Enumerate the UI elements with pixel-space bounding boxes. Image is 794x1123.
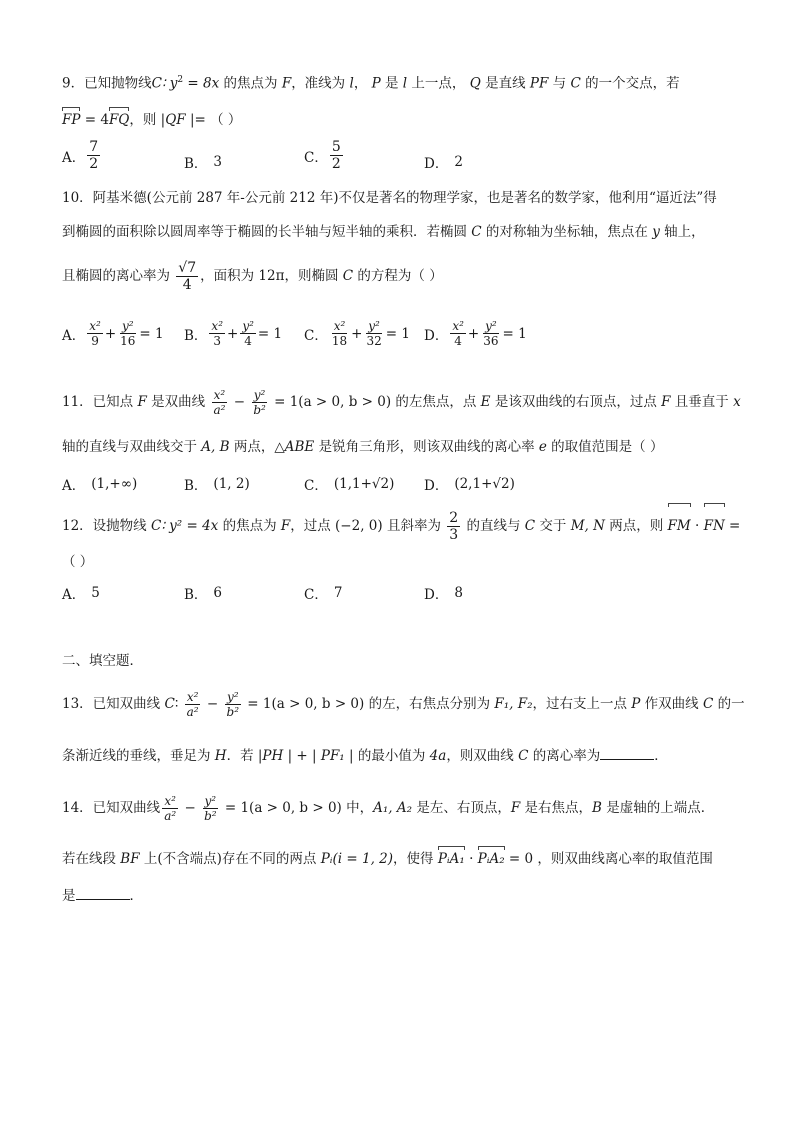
q12-option-c[interactable]: C． 7 <box>304 585 343 603</box>
vector-pia2: PᵢA₂ <box>477 851 505 867</box>
q11-line1: 11．已知点 F 是双曲线 $\frac{\text{x²}}{\text{a²}}$ − $\frac{\text{y²}}{\text{b²}}$ = 1(a > 0, b > 0) 的左焦点，点 E 是该双曲线的右顶点，过点 F 且垂直于 x <box>62 388 741 417</box>
q10-line3: 且椭圆的离心率为 $\frac{√7}{4}$ ，面积为 12π，则椭圆 C 的方程为（ ） <box>62 260 443 293</box>
q9-line2: FP = 4FQ，则 |QF |= （ ） <box>62 112 242 128</box>
q12-line1: 12．设抛物线 C∶ y² = 4x 的焦点为 F，过点 (−2, 0) 且斜率为 $\frac{2}{3}$ 的直线与 C 交于 M, N 两点，则 FM · FN = <box>62 506 732 546</box>
q9-option-d[interactable]: D． 2 <box>424 154 463 172</box>
vector-pia1: PᵢA₁ <box>437 851 465 867</box>
q14-line1: 14．已知双曲线 $\frac{\text{x²}}{\text{a²}}$ − $\frac{\text{y²}}{\text{b²}}$ = 1(a > 0, b > 0) 中，A₁, A₂ 是左、右顶点，F 是右焦点，B 是虚轴的上端点． <box>62 794 715 823</box>
q10-option-a[interactable]: A． $\frac{\text{x²}}{9}$ + $\frac{\text{y²}}{16}$ = 1 <box>62 319 164 348</box>
q13-answer-blank[interactable] <box>600 747 654 760</box>
q10-option-c[interactable]: C． $\frac{\text{x²}}{18}$ + $\frac{\text{y²}}{32}$ = 1 <box>304 319 410 348</box>
q11-option-d[interactable]: D． (2,1+√2) <box>424 476 515 494</box>
vector-fm: FM <box>668 506 691 546</box>
q11-line2: 轴的直线与双曲线交于 A, B 两点，△ABE 是锐角三角形，则该双曲线的离心率 e 的取值范围是（ ） <box>62 439 664 455</box>
q12-line2: （ ） <box>62 554 94 570</box>
vector-fn: FN <box>704 506 725 546</box>
q9-option-c[interactable]: C． $\frac{5}{2}$ <box>304 139 341 172</box>
q14-line2: 若在线段 BF 上(不含端点)存在不同的两点 Pᵢ(i = 1, 2)，使得 PᵢA₁ · PᵢA₂ = 0 ，则双曲线离心率的取值范围 <box>62 851 713 867</box>
q12-option-d[interactable]: D． 8 <box>424 585 463 603</box>
q11-option-a[interactable]: A． (1,+∞) <box>62 476 138 494</box>
q11-option-c[interactable]: C． (1,1+√2) <box>304 476 395 494</box>
q12-option-b[interactable]: B． 6 <box>184 585 223 603</box>
q10-option-d[interactable]: D． $\frac{\text{x²}}{4}$ + $\frac{\text{y²}}{36}$ = 1 <box>424 319 527 348</box>
q11-option-b[interactable]: B． (1, 2) <box>184 476 250 494</box>
q10-option-b[interactable]: B． $\frac{\text{x²}}{3}$ + $\frac{\text{y²}}{4}$ = 1 <box>184 319 283 348</box>
q10-line2: 到椭圆的面积除以圆周率等于椭圆的长半轴与短半轴的乘积．若椭圆 C 的对称轴为坐标轴，焦点在 y 轴上， <box>62 224 705 240</box>
section-heading: 二、填空题． <box>62 653 143 669</box>
q13-line1: 13．已知双曲线 C∶ $\frac{\text{x²}}{\text{a²}}$ − $\frac{\text{y²}}{\text{b²}}$ = 1(a > 0, b > 0) 的左，右焦点分别为 F₁, F₂，过右支上一点 P 作双曲线 C 的一 <box>62 690 745 719</box>
vector-fq: FQ <box>108 112 130 128</box>
q14-answer-blank[interactable] <box>76 887 130 900</box>
vector-fp: FP <box>62 112 81 128</box>
q10-line1: 10．阿基米德(公元前 287 年-公元前 212 年)不仅是著名的物理学家，也是著名的数学家，他利用“逼近法”得 <box>62 190 717 206</box>
q9-line1: 9．已知抛物线C∶ $y^2 = 8x$ 的焦点为 F，准线为 l， P 是 l 上一点， Q 是直线 PF 与 C 的一个交点，若 <box>62 75 680 92</box>
q9-option-b[interactable]: B． 3 <box>184 154 223 172</box>
q12-option-a[interactable]: A． 5 <box>62 585 100 603</box>
q13-line2: 条渐近线的垂线，垂足为 H．若 |PH | + | PF₁ | 的最小值为 4a，则双曲线 C 的离心率为 ． <box>62 748 668 764</box>
q9-option-a[interactable]: A． $\frac{7}{2}$ <box>62 139 99 172</box>
q14-line3: 是 ． <box>62 888 143 904</box>
